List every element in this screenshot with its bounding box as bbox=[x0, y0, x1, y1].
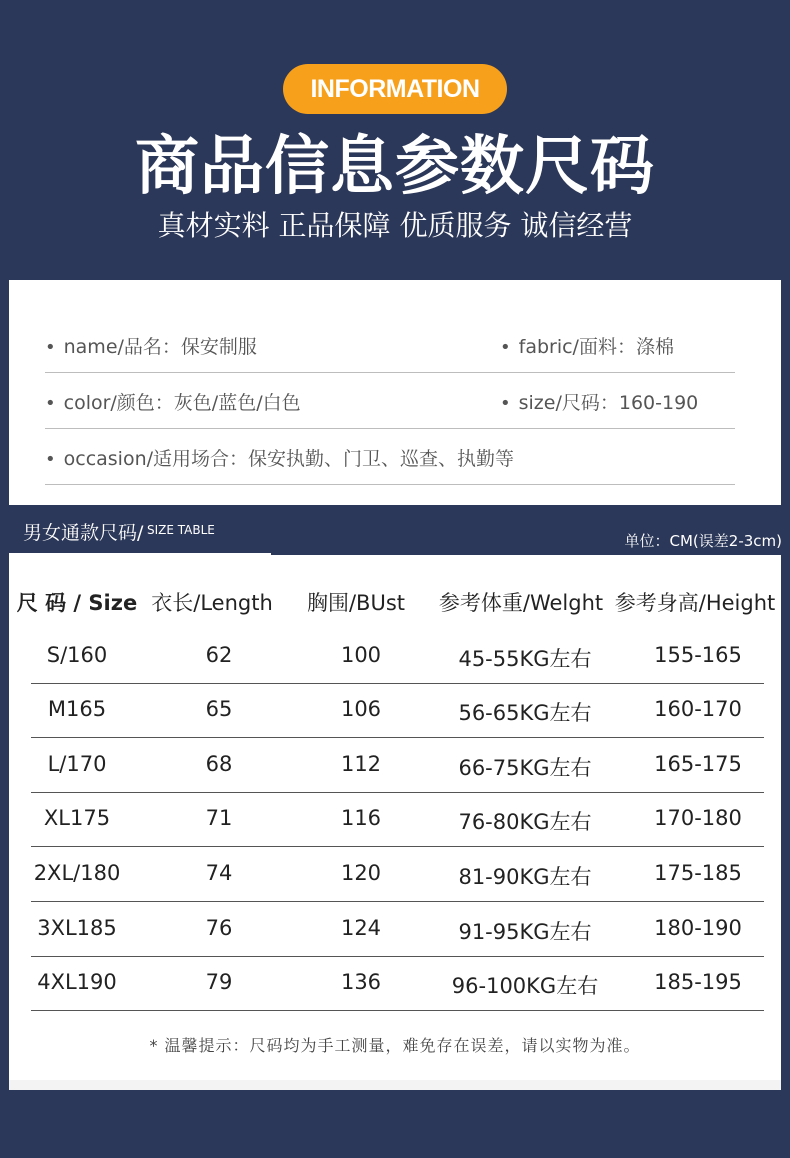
info-color-text: color/颜色：灰色/蓝色/白色 bbox=[63, 392, 301, 414]
cell-weight: 91-95KG左右 bbox=[458, 920, 592, 944]
cell-height: 170-180 bbox=[654, 806, 742, 830]
cell-length: 62 bbox=[205, 643, 233, 667]
panel-bottom-edge bbox=[9, 1080, 781, 1090]
cell-size: M165 bbox=[47, 697, 107, 721]
info-item-color bbox=[45, 388, 301, 415]
header-length: 衣长/Length bbox=[151, 591, 273, 615]
table-row bbox=[31, 956, 764, 1011]
bullet-icon: • bbox=[500, 393, 511, 414]
table-row bbox=[31, 683, 764, 738]
info-occasion-text: occasion/适用场合：保安执勤、门卫、巡查、执勤等 bbox=[63, 448, 515, 470]
info-item-fabric bbox=[500, 332, 674, 359]
info-item-size bbox=[500, 388, 698, 415]
cell-length: 74 bbox=[205, 861, 233, 885]
cell-weight: 76-80KG左右 bbox=[458, 810, 592, 834]
table-row bbox=[31, 738, 764, 793]
cell-size: XL175 bbox=[43, 806, 111, 830]
header-bust: 胸围/BUst bbox=[306, 591, 406, 615]
cell-size: 2XL/180 bbox=[33, 861, 121, 885]
size-table bbox=[9, 555, 781, 1080]
info-name-text: name/品名：保安制服 bbox=[63, 336, 257, 358]
size-table-label-cn: 男女通款尺码/ bbox=[23, 522, 144, 544]
cell-height: 160-170 bbox=[654, 697, 742, 721]
information-badge: INFORMATION bbox=[283, 64, 507, 114]
cell-bust: 112 bbox=[340, 752, 382, 776]
cell-length: 76 bbox=[205, 916, 233, 940]
cell-bust: 120 bbox=[340, 861, 382, 885]
bullet-icon: • bbox=[500, 337, 511, 358]
size-footnote: * 温馨提示：尺码均为手工测量，难免存在误差，请以实物为准。 bbox=[149, 1036, 641, 1055]
cell-bust: 100 bbox=[340, 643, 382, 667]
size-table-label bbox=[9, 510, 271, 555]
cell-length: 65 bbox=[205, 697, 233, 721]
cell-height: 175-185 bbox=[654, 861, 742, 885]
header-height: 参考身高/Height bbox=[614, 591, 776, 615]
cell-length: 71 bbox=[205, 806, 233, 830]
cell-height: 155-165 bbox=[654, 643, 742, 667]
info-row-3 bbox=[45, 428, 735, 485]
cell-height: 180-190 bbox=[654, 916, 742, 940]
cell-size: S/160 bbox=[46, 643, 108, 667]
cell-weight: 66-75KG左右 bbox=[458, 756, 592, 780]
bullet-icon: • bbox=[45, 337, 56, 358]
cell-size: L/170 bbox=[47, 752, 107, 776]
info-row-1 bbox=[45, 316, 735, 373]
product-info-panel bbox=[9, 280, 781, 505]
unit-note: 单位：CM(误差2-3cm) bbox=[624, 532, 782, 550]
bullet-icon: • bbox=[45, 393, 56, 414]
table-row bbox=[31, 792, 764, 847]
table-row bbox=[31, 847, 764, 902]
cell-height: 165-175 bbox=[654, 752, 742, 776]
cell-bust: 136 bbox=[340, 970, 382, 994]
cell-length: 68 bbox=[205, 752, 233, 776]
cell-weight: 45-55KG左右 bbox=[458, 647, 592, 671]
cell-bust: 124 bbox=[340, 916, 382, 940]
table-row bbox=[31, 902, 764, 957]
info-fabric-text: fabric/面料：涤棉 bbox=[518, 336, 674, 358]
table-row bbox=[31, 629, 764, 684]
cell-length: 79 bbox=[205, 970, 233, 994]
info-row-2 bbox=[45, 372, 735, 429]
page-title: 商品信息参数尺码 bbox=[135, 130, 655, 204]
cell-height: 185-195 bbox=[654, 970, 742, 994]
cell-bust: 106 bbox=[340, 697, 382, 721]
bullet-icon: • bbox=[45, 449, 56, 470]
header-weight: 参考体重/Welght bbox=[438, 591, 604, 615]
size-table-label-en: SIZE TABLE bbox=[147, 523, 215, 537]
cell-bust: 116 bbox=[340, 806, 382, 830]
header-size: 尺 码 / Size bbox=[16, 591, 138, 615]
info-item-name bbox=[45, 332, 257, 359]
page-subtitle: 真材实料 正品保障 优质服务 诚信经营 bbox=[157, 209, 633, 242]
cell-weight: 81-90KG左右 bbox=[458, 865, 592, 889]
info-item-occasion bbox=[45, 444, 514, 471]
info-size-text: size/尺码：160-190 bbox=[518, 392, 699, 414]
cell-size: 3XL185 bbox=[37, 916, 117, 940]
cell-size: 4XL190 bbox=[37, 970, 117, 994]
cell-weight: 56-65KG左右 bbox=[458, 701, 592, 725]
cell-weight: 96-100KG左右 bbox=[451, 974, 599, 998]
